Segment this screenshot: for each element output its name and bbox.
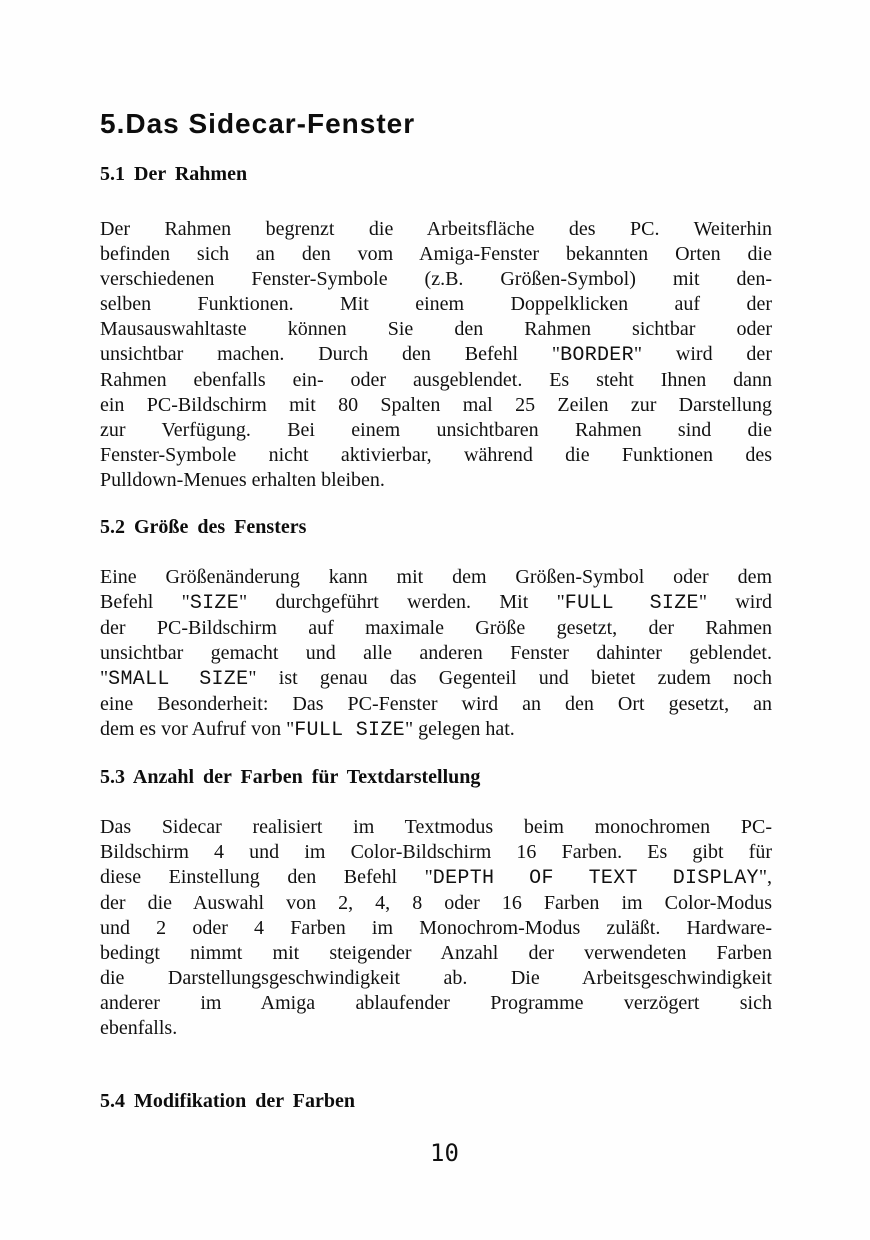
text-segment: " durchgeführt werden. Mit " [239,591,565,613]
text-segment: anderer im Amiga ablaufender Programme verzögert sich [100,992,772,1014]
text-segment: bedingt nimmt mit steigender Anzahl der verwendeten Farben [100,942,772,964]
text-line [100,267,772,292]
text-segment: Mausauswahltaste können Sie den Rahmen sichtbar oder [100,318,772,340]
text-segment: zur Verfügung. Bei einem unsichtbaren Rahmen sind die [100,419,772,441]
text-line [100,468,772,493]
text-segment: ", [758,866,772,888]
text-segment: unsichtbar machen. Durch den Befehl " [100,343,561,365]
text-segment: verschiedenen Fenster-Symbole (z.B. Größen-Symbol) mit den- [100,268,772,290]
section-5-1 [100,162,772,493]
text-segment: ein PC-Bildschirm mit 80 Spalten mal 25 Zeilen zur Darstellung [100,394,772,416]
text-segment: Befehl " [100,591,190,613]
text-line [100,916,772,941]
text-segment: " [100,667,109,689]
text-segment: Eine Größenänderung kann mit dem Größen-Symbol oder dem [100,566,772,588]
section-heading-5-4: 5.4 Modifikation der Farben [100,1090,355,1112]
text-line [100,565,772,590]
text-segment: " gelegen hat. [404,718,515,740]
text-line [100,1016,772,1041]
section-5-3 [100,765,772,1041]
text-line [100,418,772,443]
command-keyword: FULL SIZE [294,719,405,742]
section-heading-5-2: 5.2 Größe des Fensters [100,516,307,538]
text-line [100,966,772,991]
text-line [100,641,772,666]
text-line [100,590,772,616]
text-line [100,616,772,641]
text-segment: Der Rahmen begrenzt die Arbeitsfläche des PC. Weiterhin [100,218,772,240]
text-segment: Fenster-Symbole nicht aktivierbar, während die Funktionen des [100,444,772,466]
text-segment: diese Einstellung den Befehl " [100,866,433,888]
text-segment: " wird der [633,343,772,365]
text-segment: die Darstellungsgeschwindigkeit ab. Die Arbeitsgeschwindigkeit [100,967,772,989]
section-heading-5-1: 5.1 Der Rahmen [100,163,248,185]
text-line [100,891,772,916]
command-keyword: SMALL SIZE [108,668,249,691]
page-content [100,0,772,1114]
command-keyword: FULL SIZE [564,592,699,615]
paragraph [100,217,772,493]
text-segment: eine Besonderheit: Das PC-Fenster wird an den Ort gesetzt, an [100,693,772,715]
text-segment: " ist genau das Gegenteil und bietet zudem noch [248,667,772,689]
text-line [100,692,772,717]
text-segment: " wird [698,591,773,613]
text-segment: der die Auswahl von 2, 4, 8 oder 16 Farben im Color-Modus [100,892,772,914]
text-segment: Das Sidecar realisiert im Textmodus beim monochromen PC- [100,816,772,838]
text-segment: dem es vor Aufruf von " [100,718,295,740]
sections-container [100,162,772,1114]
text-line [100,443,772,468]
text-segment: unsichtbar gemacht und alle anderen Fenster dahinter geblendet. [100,642,772,664]
text-segment: Pulldown-Menues erhalten bleiben. [100,469,385,491]
text-line [100,666,772,692]
text-segment: der PC-Bildschirm auf maximale Größe gesetzt, der Rahmen [100,617,772,639]
text-line [100,368,772,393]
text-segment: ebenfalls. [100,1017,178,1039]
command-keyword: DEPTH OF TEXT DISPLAY [432,867,759,890]
command-keyword: SIZE [189,592,240,615]
text-line [100,815,772,840]
command-keyword: BORDER [560,344,634,367]
text-line [100,393,772,418]
text-segment: und 2 oder 4 Farben im Monochrom-Modus zuläßt. Hardware- [100,917,772,939]
text-line [100,242,772,267]
text-segment: Bildschirm 4 und im Color-Bildschirm 16 Farben. Es gibt für [100,841,772,863]
text-line [100,991,772,1016]
section-5-2 [100,515,772,743]
text-line [100,342,772,368]
text-line [100,941,772,966]
text-line [100,217,772,242]
section-heading-5-3: 5.3 Anzahl der Farben für Textdarstellung [100,766,481,788]
text-line [100,717,772,743]
page-number: 10 [430,1139,459,1167]
section-5-4 [100,1089,772,1114]
chapter-title: 5.Das Sidecar-Fenster [100,108,416,139]
text-line [100,292,772,317]
text-segment: befinden sich an den vom Amiga-Fenster bekannten Orten die [100,243,772,265]
text-line [100,865,772,891]
text-line [100,840,772,865]
text-segment: Rahmen ebenfalls ein- oder ausgeblendet. Es steht Ihnen dann [100,369,772,391]
paragraph [100,565,772,743]
text-segment: selben Funktionen. Mit einem Doppelklicken auf der [100,293,772,315]
text-line [100,317,772,342]
paragraph [100,815,772,1041]
